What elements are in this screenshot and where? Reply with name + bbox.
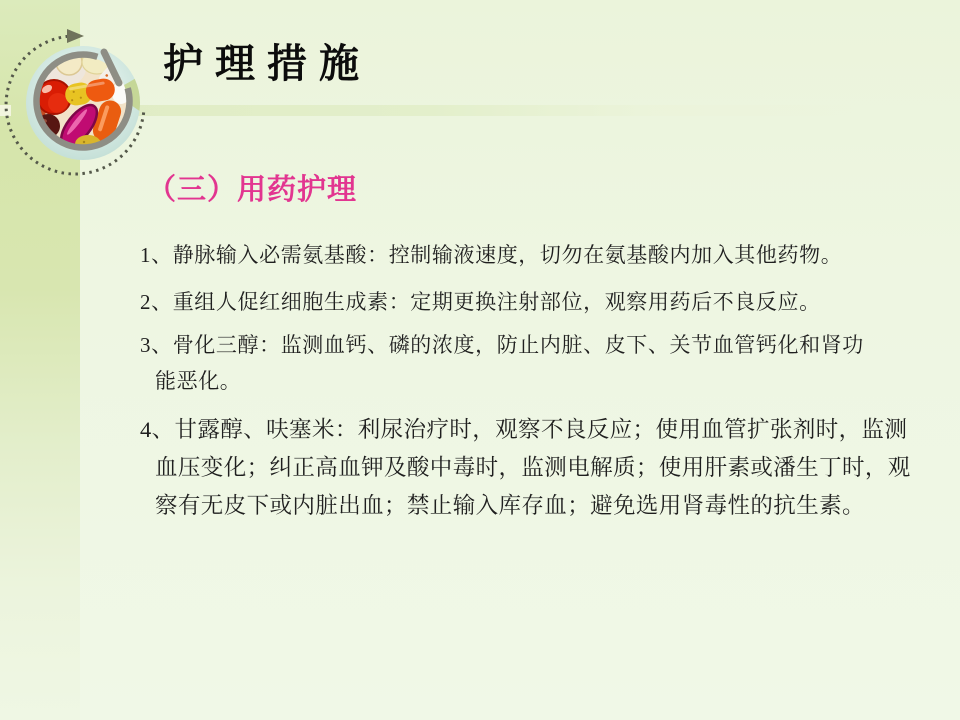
- list-item: [140, 411, 930, 525]
- text-line: 2、重组人促红细胞生成素：定期更换注射部位，观察用药后不良反应。: [140, 290, 821, 314]
- slide-title: 护 理 措 施: [163, 41, 360, 86]
- text-line: 察有无皮下或内脏出血；禁止输入库存血；避免选用肾毒性的抗生素。: [155, 493, 865, 518]
- accent-band: [80, 105, 960, 116]
- section-heading: （三）用药护理: [147, 174, 358, 206]
- list-item: [140, 237, 930, 273]
- text-line: 4、甘露醇、呋塞米：利尿治疗时，观察不良反应；使用血管扩张剂时，监测: [140, 417, 908, 442]
- text-line: 1、静脉输入必需氨基酸：控制输液速度，切勿在氨基酸内加入其他药物。: [140, 243, 843, 267]
- list-item: [140, 327, 930, 399]
- body-text: [140, 237, 930, 525]
- text-line: 能恶化。: [155, 369, 242, 393]
- arrow-icon: [67, 29, 84, 43]
- text-line: 3、骨化三醇：监测血钙、磷的浓度，防止内脏、皮下、关节血管钙化和肾功: [140, 333, 864, 357]
- pills-medallion: [0, 0, 170, 190]
- text-line: 血压变化；纠正高血钾及酸中毒时，监测电解质；使用肝素或潘生丁时，观: [155, 455, 911, 480]
- list-item: [140, 284, 930, 320]
